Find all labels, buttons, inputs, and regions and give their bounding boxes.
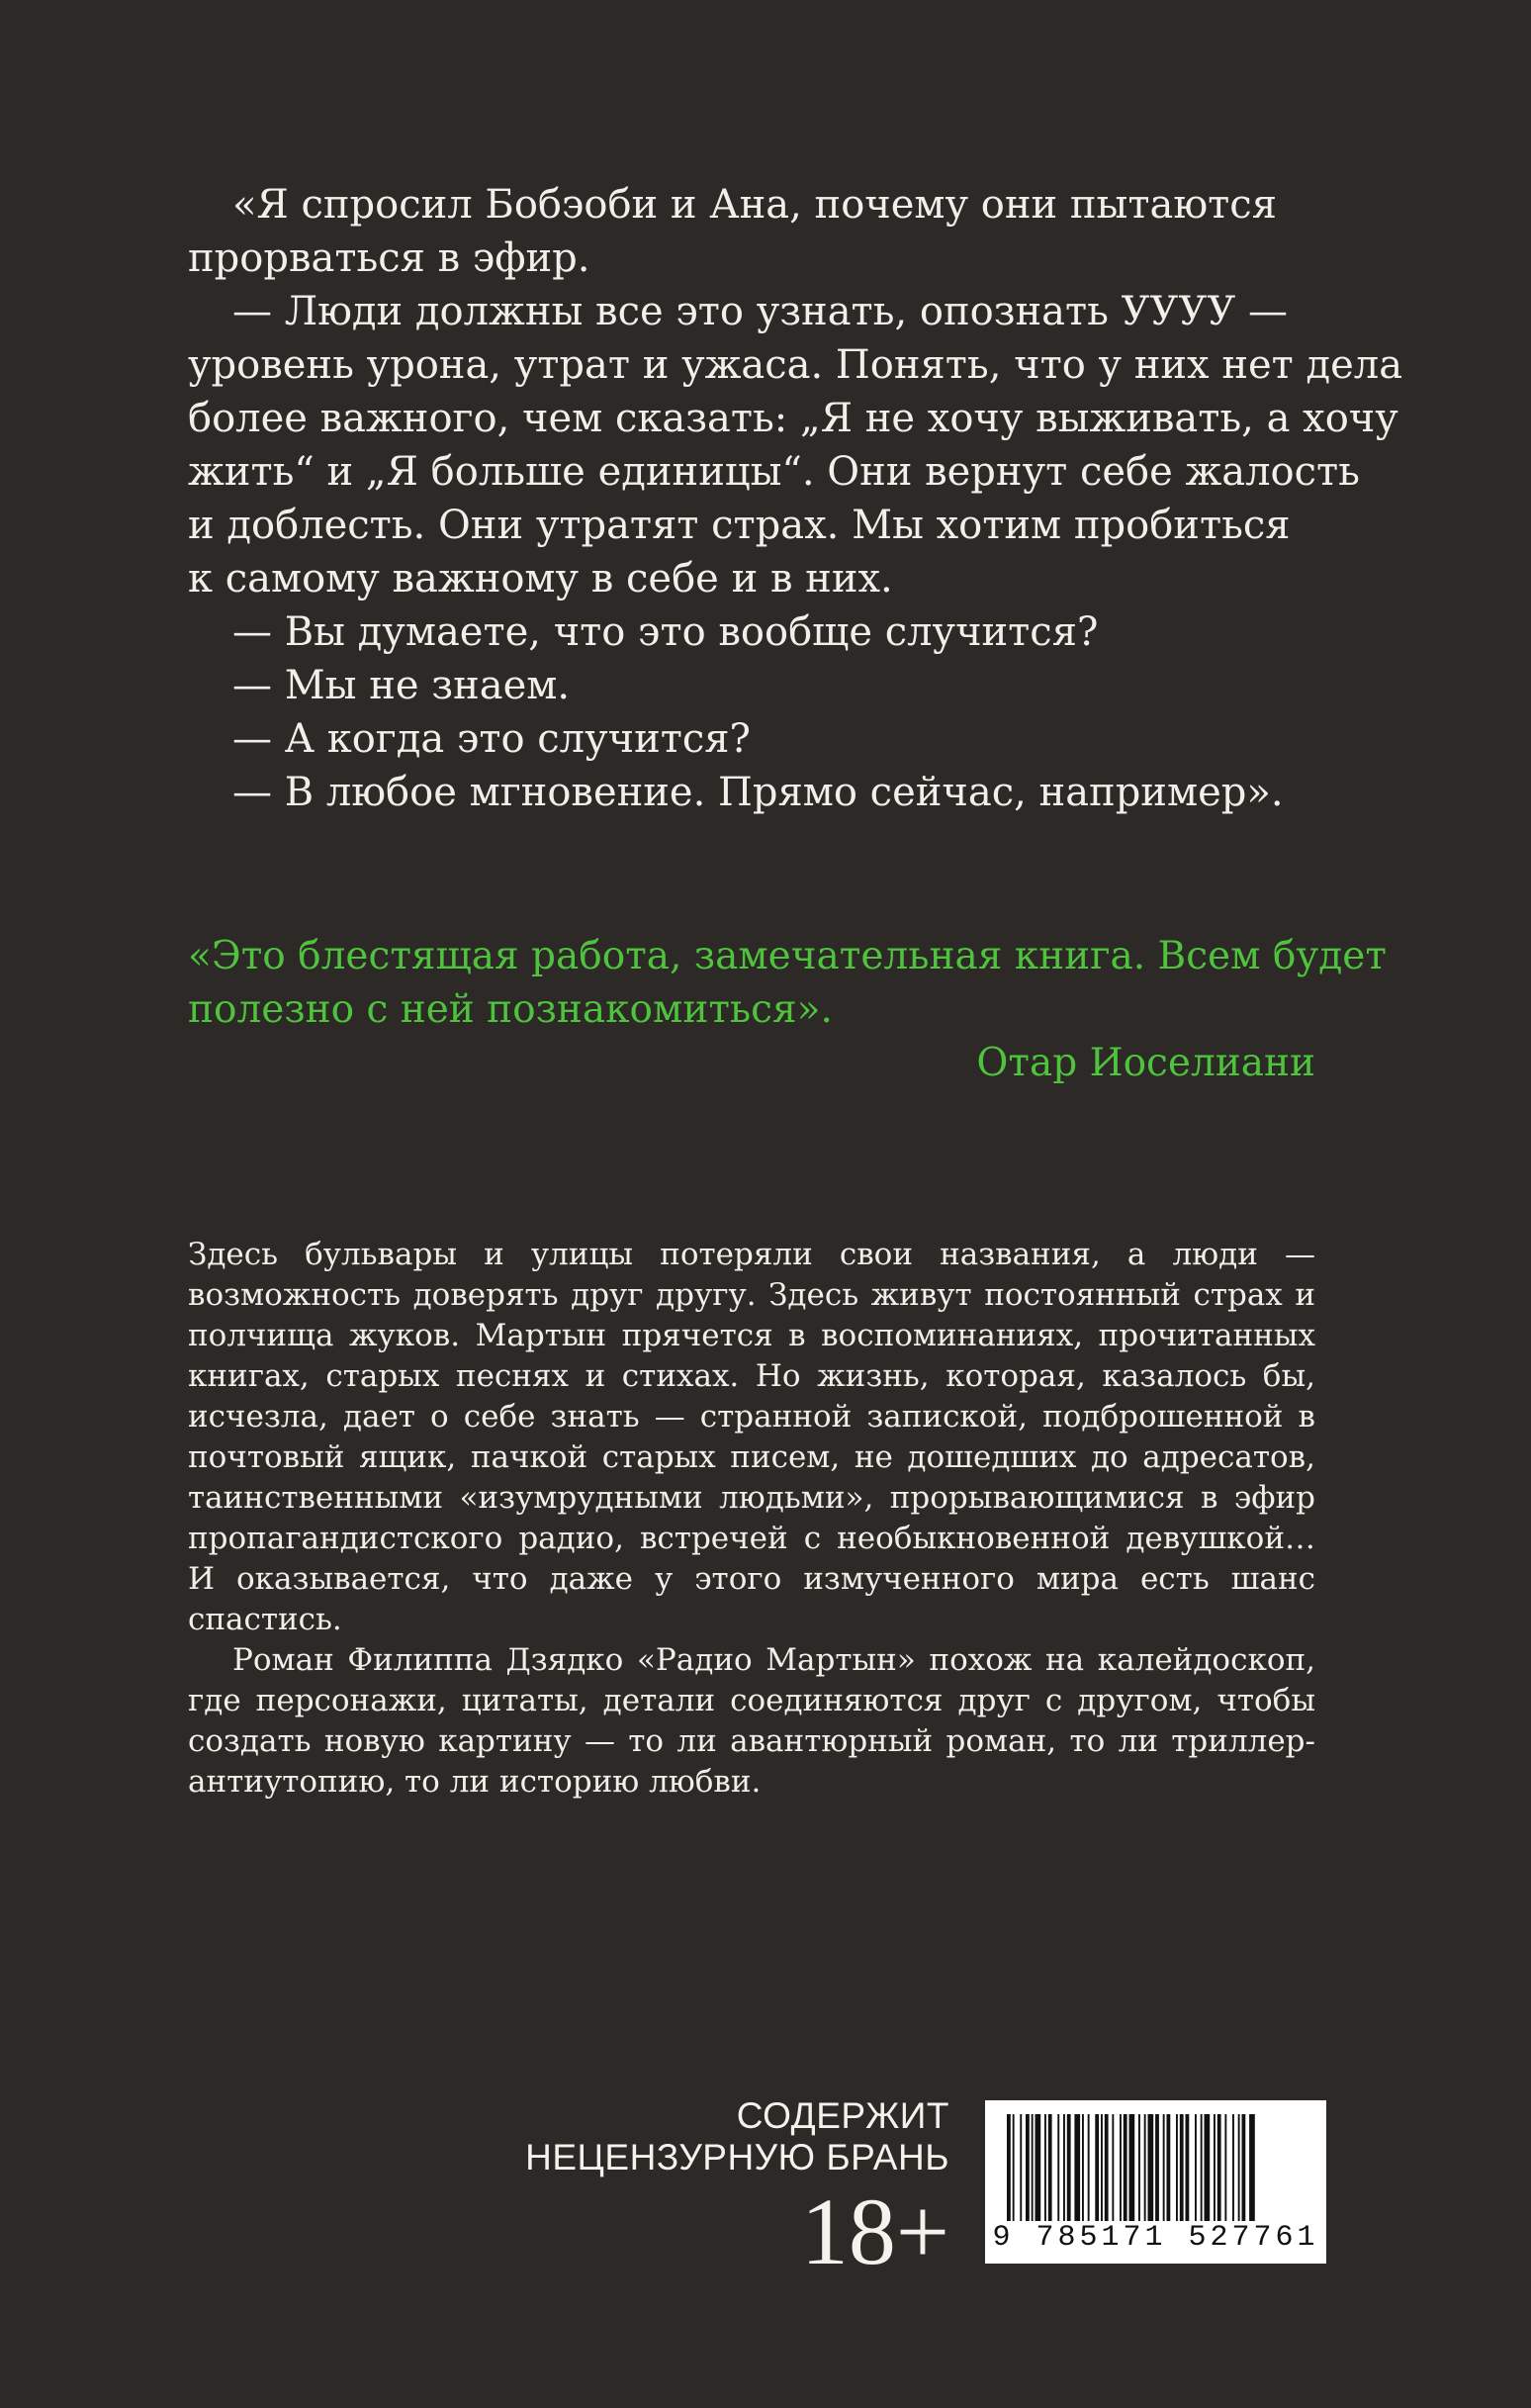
barcode-bars <box>1007 2114 1304 2223</box>
barcode-digits: 9 785171 527761 <box>985 2221 1326 2255</box>
warning-line: НЕЦЕНЗУРНУЮ БРАНЬ <box>525 2137 949 2177</box>
quote-block <box>188 178 1403 819</box>
quote-line: — А когда это случится? <box>232 716 751 762</box>
content-warning <box>445 2095 949 2284</box>
quote-line: «Я спросил Бобэоби и Ана, почему они пытаются <box>232 182 1277 228</box>
quote-line: — Мы не знаем. <box>232 663 571 708</box>
quote-line: жить“ и „Я больше единицы“. Они вернут себе жалость <box>188 449 1360 495</box>
quote-line: — Вы думаете, что это вообще случится? <box>232 609 1099 655</box>
book-annotation <box>188 1235 1315 1803</box>
quote-line: и доблесть. Они утратят страх. Мы хотим пробиться <box>188 503 1291 548</box>
blurb-author: Отар Иоселиани <box>976 1041 1315 1085</box>
quote-line: уровень урона, утрат и ужаса. Понять, что у них нет дела <box>188 342 1403 388</box>
age-rating: 18+ <box>800 2178 949 2284</box>
isbn-barcode <box>985 2100 1326 2264</box>
warning-line: СОДЕРЖИТ <box>736 2095 949 2136</box>
annotation-paragraph: Роман Филиппа Дзядко «Радио Мартын» похож на калейдоскоп, где персонажи, цитаты, детали соединяются друг с другом, чтобы создать новую картину — то ли авантюрный роман, то ли триллер-антиутопию, то ли историю любви. <box>188 1642 1315 1800</box>
quote-line: прорваться в эфир. <box>188 235 590 281</box>
review-blurb <box>188 930 1387 1090</box>
blurb-line: полезно с ней познакомиться». <box>188 987 833 1032</box>
annotation-paragraph: Здесь бульвары и улицы потеряли свои названия, а люди — возможность доверять друг другу. Здесь живут постоянный страх и полчища жуков. Мартын прячется в воспоминаниях, прочитанных книгах, старых песнях и стихах. Но жизнь, которая, казалось бы, исчезла, дает о себе знать — странной запиской, подброшенной в почтовый ящик, пачкой старых писем, не дошедших до адресатов, таинственными «изумрудными людьми», прорывающимися в эфир пропагандистского радио, встречей с необыкновенной девушкой… И оказывается, что даже у этого измученного мира есть шанс спастись. <box>188 1237 1315 1637</box>
quote-line: к самому важному в себе и в них. <box>188 556 893 602</box>
quote-line: — В любое мгновение. Прямо сейчас, например». <box>232 770 1284 815</box>
quote-line: — Люди должны все это узнать, опознать УУУУ — <box>232 289 1288 334</box>
blurb-line: «Это блестящая работа, замечательная книга. Всем будет <box>188 934 1387 978</box>
quote-line: более важного, чем сказать: „Я не хочу выживать, а хочу <box>188 396 1398 441</box>
